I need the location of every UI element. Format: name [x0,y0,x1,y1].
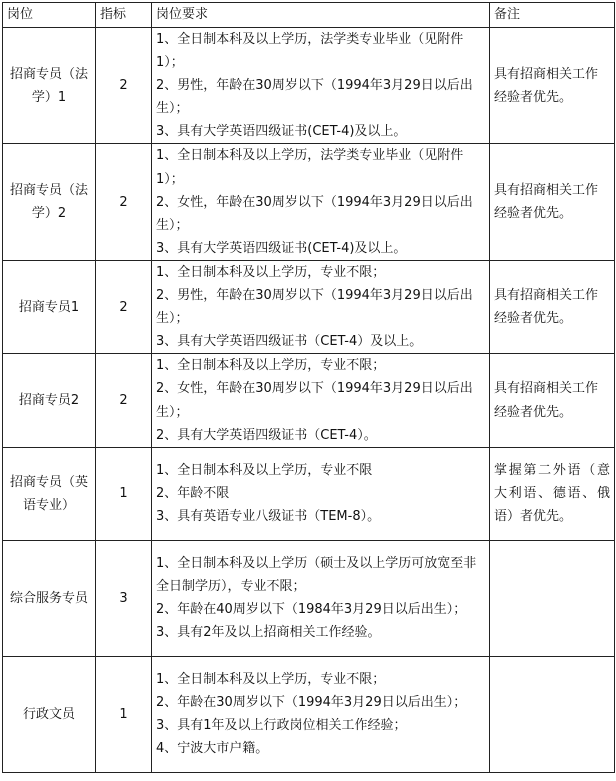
cell-requirements [152,656,490,772]
cell-count: 1 [96,656,152,772]
requirement-line: 1、全日制本科及以上学历，专业不限； [156,672,386,687]
cell-requirements [152,144,490,260]
cell-position: 行政文员 [3,656,96,772]
cell-position: 招商专员（法学）1 [3,28,96,144]
cell-note: 具有招商相关工作经验者优先。 [490,354,615,447]
cell-note: 具有招商相关工作经验者优先。 [490,28,615,144]
requirement-line: 3、具有英语专业八级证书（TEM-8）。 [156,509,381,525]
table-row [3,28,615,144]
cell-requirements [152,447,490,540]
requirement-line: 3、具有1年及以上行政岗位相关工作经验； [156,718,407,734]
header-count: 指标 [96,3,152,28]
cell-position: 招商专员（英语专业） [3,447,96,540]
cell-count: 2 [96,28,152,144]
table-row [3,540,615,656]
cell-position: 招商专员1 [3,260,96,353]
cell-requirements [152,354,490,447]
requirement-line: 1、全日制本科及以上学历，专业不限； [156,358,386,374]
requirement-line: 1、全日制本科及以上学历，法学类专业毕业（见附件1）； [156,148,464,187]
cell-note [490,540,615,656]
requirement-line: 4、宁波大市户籍。 [156,741,269,757]
table-row [3,260,615,353]
requirement-line: 3、具有2年及以上招商相关工作经验。 [156,625,381,641]
cell-count: 1 [96,447,152,540]
requirement-line: 2、年龄在40周岁以下（1984年3月29日以后出生）； [156,602,467,618]
cell-requirements [152,260,490,353]
table-header-row [3,3,615,28]
cell-count: 2 [96,354,152,447]
cell-count: 2 [96,260,152,353]
header-requirements: 岗位要求 [152,3,490,28]
requirement-line: 2、男性，年龄在30周岁以下（1994年3月29日以后出生）； [156,78,473,117]
requirement-line: 3、具有大学英语四级证书(CET-4)及以上。 [156,240,407,256]
cell-count: 3 [96,540,152,656]
cell-position: 招商专员2 [3,354,96,447]
cell-note: 掌握第二外语（意大利语、德语、俄语）者优先。 [490,447,615,540]
requirement-line: 2、女性，年龄在30周岁以下（1994年3月29日以后出生）； [156,194,473,233]
table-row [3,447,615,540]
table-row [3,354,615,447]
cell-note [490,656,615,772]
cell-position: 招商专员（法学）2 [3,144,96,260]
requirement-line: 3、具有大学英语四级证书（CET-4）及以上。 [156,334,423,350]
requirement-line: 2、女性，年龄在30周岁以下（1994年3月29日以后出生）； [156,381,473,420]
requirement-line: 1、全日制本科及以上学历，法学类专业毕业（见附件1）； [156,32,464,71]
header-note: 备注 [490,3,615,28]
requirement-line: 1、全日制本科及以上学历，专业不限 [156,463,373,479]
cell-count: 2 [96,144,152,260]
job-requirements-table [2,2,615,773]
cell-position: 综合服务专员 [3,540,96,656]
table-row [3,656,615,772]
requirement-line: 2、具有大学英语四级证书（CET-4）。 [156,427,377,443]
requirement-line: 1、全日制本科及以上学历（硕士及以上学历可放宽至非全日制学历），专业不限； [156,556,477,595]
requirement-line: 2、年龄在30周岁以下（1994年3月29日以后出生）； [156,695,467,711]
cell-note: 具有招商相关工作经验者优先。 [490,260,615,353]
requirement-line: 2、男性，年龄在30周岁以下（1994年3月29日以后出生）； [156,288,473,327]
cell-note: 具有招商相关工作经验者优先。 [490,144,615,260]
requirement-line: 1、全日制本科及以上学历，专业不限； [156,264,386,280]
cell-requirements [152,540,490,656]
header-position: 岗位 [3,3,96,28]
requirement-line: 2、年龄不限 [156,486,230,502]
cell-requirements [152,28,490,144]
requirement-line: 3、具有大学英语四级证书(CET-4)及以上。 [156,124,407,140]
table-row [3,144,615,260]
